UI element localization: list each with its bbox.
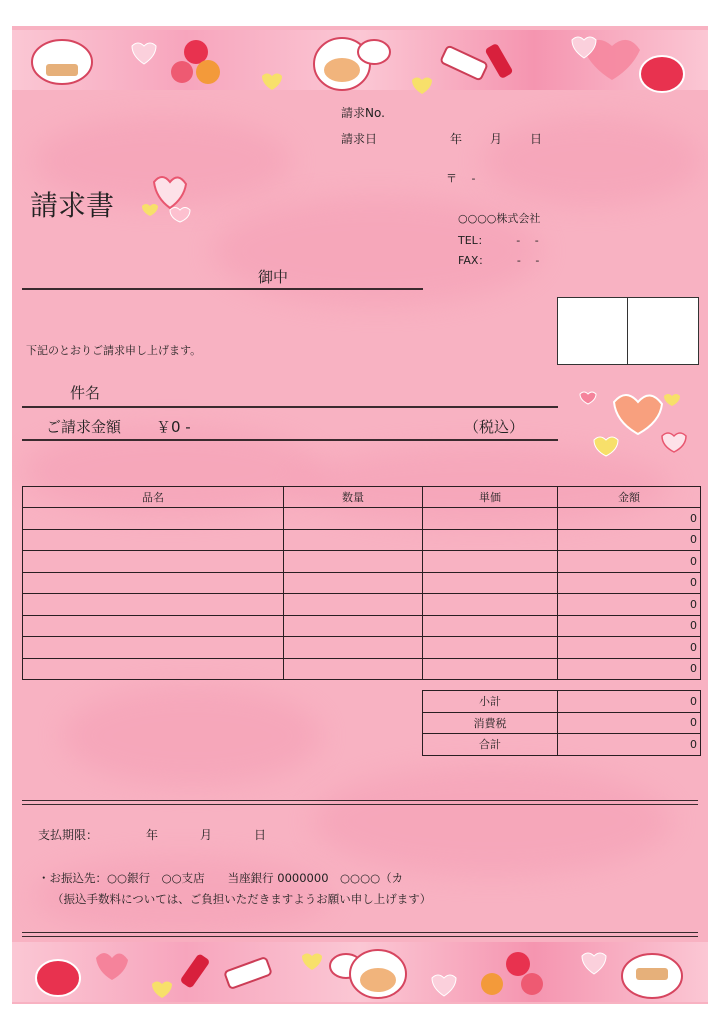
quantity-cell[interactable] <box>284 615 423 637</box>
header-unit-price: 単価 <box>423 487 558 508</box>
item-name-cell[interactable] <box>23 572 284 594</box>
recipient-line <box>22 288 423 290</box>
quantity-cell[interactable] <box>284 551 423 573</box>
subtotal-row <box>423 691 701 713</box>
payment-deadline-day: 日 <box>254 828 267 842</box>
subject-line <box>22 406 558 408</box>
item-name-cell[interactable] <box>23 615 284 637</box>
header-quantity: 数量 <box>284 487 423 508</box>
quantity-cell[interactable] <box>284 658 423 680</box>
unit-price-cell[interactable] <box>423 529 558 551</box>
table-row <box>23 529 701 551</box>
bottom-cosmetics-decoration <box>12 938 708 1004</box>
total-row <box>423 734 701 756</box>
subtotal-value: 0 <box>558 691 701 713</box>
total-label: 合計 <box>423 734 558 756</box>
payment-deadline-label: 支払期限： <box>38 828 99 842</box>
quantity-cell[interactable] <box>284 572 423 594</box>
amount-cell: 0 <box>558 594 701 616</box>
intro-text: 下記のとおりご請求申し上げます。 <box>26 344 202 357</box>
header-amount: 金額 <box>558 487 701 508</box>
invoice-date-month: 月 <box>490 132 503 146</box>
item-name-cell[interactable] <box>23 594 284 616</box>
summary-table <box>422 690 701 756</box>
amount-cell: 0 <box>558 637 701 659</box>
amount-cell: 0 <box>558 508 701 530</box>
table-header-row <box>23 487 701 508</box>
table-row <box>23 594 701 616</box>
invoice-date-label: 請求日 <box>341 132 378 146</box>
table-row <box>23 637 701 659</box>
tax-label: 消費税 <box>423 712 558 734</box>
table-row <box>23 508 701 530</box>
tax-value: 0 <box>558 712 701 734</box>
invoice-date-day: 日 <box>530 132 543 146</box>
unit-price-cell[interactable] <box>423 658 558 680</box>
amount-value: ￥0 - <box>156 418 191 436</box>
payment-divider-top <box>22 800 698 805</box>
amount-label: ご請求金額 <box>46 418 122 436</box>
payment-deadline-year: 年 <box>146 828 159 842</box>
quantity-cell[interactable] <box>284 529 423 551</box>
unit-price-cell[interactable] <box>423 637 558 659</box>
table-row <box>23 551 701 573</box>
payment-deadline-month: 月 <box>200 828 213 842</box>
quantity-cell[interactable] <box>284 594 423 616</box>
table-row <box>23 572 701 594</box>
amount-cell: 0 <box>558 551 701 573</box>
page-title: 請求書 <box>30 189 115 222</box>
tax-included-label: （税込） <box>464 418 525 436</box>
items-table <box>22 486 701 680</box>
item-name-cell[interactable] <box>23 508 284 530</box>
postal-code: 〒 - <box>446 172 476 185</box>
item-name-cell[interactable] <box>23 658 284 680</box>
hearts-cluster-icon <box>574 384 694 466</box>
amount-cell: 0 <box>558 529 701 551</box>
amount-cell: 0 <box>558 572 701 594</box>
bank-transfer-info: ・お振込先：○○銀行 ○○支店 当座銀行 0000000 ○○○○（カ <box>38 871 404 885</box>
transfer-fee-note: （振込手数料については、ご負担いただきますようお願い申し上げます） <box>52 892 432 906</box>
company-tel: TEL： - - <box>458 234 539 247</box>
quantity-cell[interactable] <box>284 637 423 659</box>
item-name-cell[interactable] <box>23 529 284 551</box>
total-value: 0 <box>558 734 701 756</box>
item-name-cell[interactable] <box>23 637 284 659</box>
tax-row <box>423 712 701 734</box>
table-row <box>23 615 701 637</box>
unit-price-cell[interactable] <box>423 572 558 594</box>
amount-cell: 0 <box>558 658 701 680</box>
invoice-date-year: 年 <box>450 132 463 146</box>
payment-divider-bottom <box>22 932 698 937</box>
stamp-box <box>557 297 699 365</box>
recipient-suffix: 御中 <box>258 268 289 286</box>
unit-price-cell[interactable] <box>423 594 558 616</box>
item-name-cell[interactable] <box>23 551 284 573</box>
invoice-number-label: 請求No. <box>341 106 385 120</box>
header-item-name: 品名 <box>23 487 284 508</box>
unit-price-cell[interactable] <box>423 551 558 573</box>
quantity-cell[interactable] <box>284 508 423 530</box>
invoice-page <box>12 26 708 1004</box>
table-row <box>23 658 701 680</box>
company-name: ○○○○株式会社 <box>458 212 541 225</box>
heart-icon <box>140 172 194 224</box>
unit-price-cell[interactable] <box>423 615 558 637</box>
amount-line <box>22 439 558 441</box>
top-cosmetics-decoration <box>12 26 708 98</box>
subtotal-label: 小計 <box>423 691 558 713</box>
company-fax: FAX： - - <box>458 254 540 267</box>
unit-price-cell[interactable] <box>423 508 558 530</box>
amount-cell: 0 <box>558 615 701 637</box>
subject-label: 件名 <box>70 384 101 402</box>
